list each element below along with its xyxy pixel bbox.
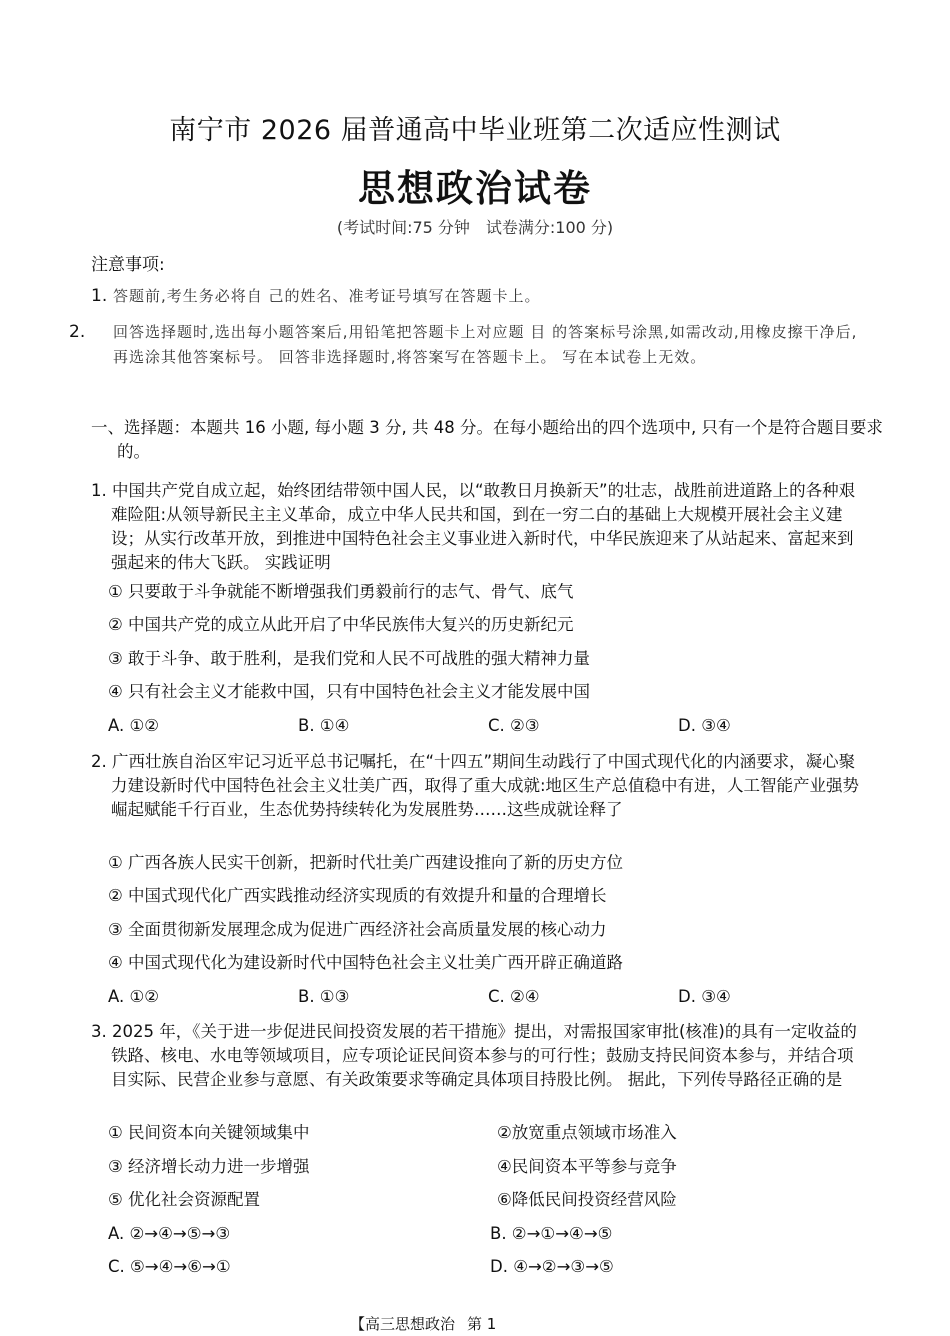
question-option: ③ 经济增长动力进一步增强 — [108, 1157, 310, 1176]
subject-title: 思想政治试卷 — [358, 167, 592, 210]
question-2 — [91, 750, 861, 822]
notice-item — [91, 284, 851, 309]
question-3 — [91, 1020, 861, 1092]
page-footer — [350, 1313, 508, 1334]
question-option: ③ 全面贯彻新发展理念成为促进广西经济社会高质量发展的核心动力 — [108, 920, 607, 939]
page-number: 第 1 — [467, 1315, 497, 1333]
answer-choice-c: C. ②③ — [488, 716, 540, 735]
answer-choice-c: C. ②④ — [488, 987, 540, 1006]
question-option: ⑥降低民间投资经营风险 — [497, 1190, 677, 1209]
footer-label: 【高三思想政治 — [350, 1315, 456, 1333]
answer-choice-b: B. ①③ — [298, 987, 350, 1006]
question-option: ① 民间资本向关键领域集中 — [108, 1123, 310, 1142]
exam-title: 南宁市 2026 届普通高中毕业班第二次适应性测试 — [169, 115, 781, 146]
answer-choice-a: A. ②→④→⑤→③ — [108, 1224, 231, 1243]
section-heading: 一、选择题：本题共 16 小题, 每小题 3 分, 共 48 分。在每小题给出的四个选项中, 只有一个是符合题目要求的。 — [91, 418, 883, 461]
question-option: ① 广西各族人民实干创新，把新时代壮美广西建设推向了新的历史方位 — [108, 853, 624, 872]
question-stem: 3. 2025 年，《关于进一步促进民间投资发展的若干措施》提出，对需报国家审批(核准)的具有一定收益的铁路、核电、水电等领域项目，应专项论证民间资本参与的可行性；鼓励支持民间资本参与，并结合项目实际、民营企业参与意愿、有关政策要求等确定具体项目持股比例。 据此，下列传导路径正确的是 — [91, 1022, 857, 1089]
question-option: ②放宽重点领域市场准入 — [497, 1123, 677, 1142]
answer-choice-b: B. ②→①→④→⑤ — [490, 1224, 613, 1243]
question-option: ② 中国共产党的成立从此开启了中华民族伟大复兴的历史新纪元 — [108, 615, 574, 634]
answer-choice-b: B. ①④ — [298, 716, 350, 735]
question-option: ① 只要敢于斗争就能不断增强我们勇毅前行的志气、骨气、底气 — [108, 582, 574, 601]
notice-item — [69, 320, 873, 370]
question-option: ④民间资本平等参与竞争 — [497, 1157, 677, 1176]
question-option: ④ 只有社会主义才能救中国，只有中国特色社会主义才能发展中国 — [108, 682, 591, 701]
notice-item-text: 答题前,考生务必将自 己的姓名、准考证号填写在答题卡上。 — [113, 287, 541, 305]
notice-item-number: 1. — [91, 286, 108, 306]
answer-choice-c: C. ⑤→④→⑥→① — [108, 1257, 231, 1276]
question-option: ② 中国式现代化广西实践推动经济实现质的有效提升和量的合理增长 — [108, 886, 607, 905]
notice-item-number: 2. — [69, 322, 86, 342]
question-option: ④ 中国式现代化为建设新时代中国特色社会主义壮美广西开辟正确道路 — [108, 953, 624, 972]
question-option: ③ 敢于斗争、敢于胜利，是我们党和人民不可战胜的强大精神力量 — [108, 649, 591, 668]
answer-choice-d: D. ④→②→③→⑤ — [490, 1257, 614, 1276]
notice-item-text: 回答选择题时,选出每小题答案后,用铅笔把答题卡上对应题 目 的答案标号涂黑,如需改动,用橡皮擦干净后,再选涂其他答案标号。 回答非选择题时,将答案写在答题卡上。 写在本试卷上无效。 — [113, 323, 858, 366]
answer-choice-a: A. ①② — [108, 987, 160, 1006]
exam-info: (考试时间:75 分钟 试卷满分:100 分) — [336, 218, 614, 237]
question-1 — [91, 479, 861, 575]
notice-heading: 注意事项: — [91, 255, 165, 275]
answer-choice-d: D. ③④ — [678, 987, 731, 1006]
answer-choice-a: A. ①② — [108, 716, 160, 735]
question-option: ⑤ 优化社会资源配置 — [108, 1190, 261, 1209]
answer-choice-d: D. ③④ — [678, 716, 731, 735]
question-stem: 2. 广西壮族自治区牢记习近平总书记嘱托，在“十四五”期间生动践行了中国式现代化的内涵要求，凝心聚力建设新时代中国特色社会主义壮美广西，取得了重大成就:地区生产总值稳中有进，人工智能产业强势崛起赋能千行百业，生态优势持续转化为发展胜势……这些成就诠释了 — [91, 752, 860, 819]
question-stem: 1. 中国共产党自成立起，始终团结带领中国人民，以“敢教日月换新天”的壮志，战胜前进道路上的各种艰难险阻:从领导新民主主义革命，成立中华人民共和国，到在一穷二白的基础上大规模开展社会主义建设；从实行改革开放，到推进中国特色社会主义事业进入新时代，中华民族迎来了从站起来、富起来到强起来的伟大飞跃。 实践证明 — [91, 481, 856, 572]
